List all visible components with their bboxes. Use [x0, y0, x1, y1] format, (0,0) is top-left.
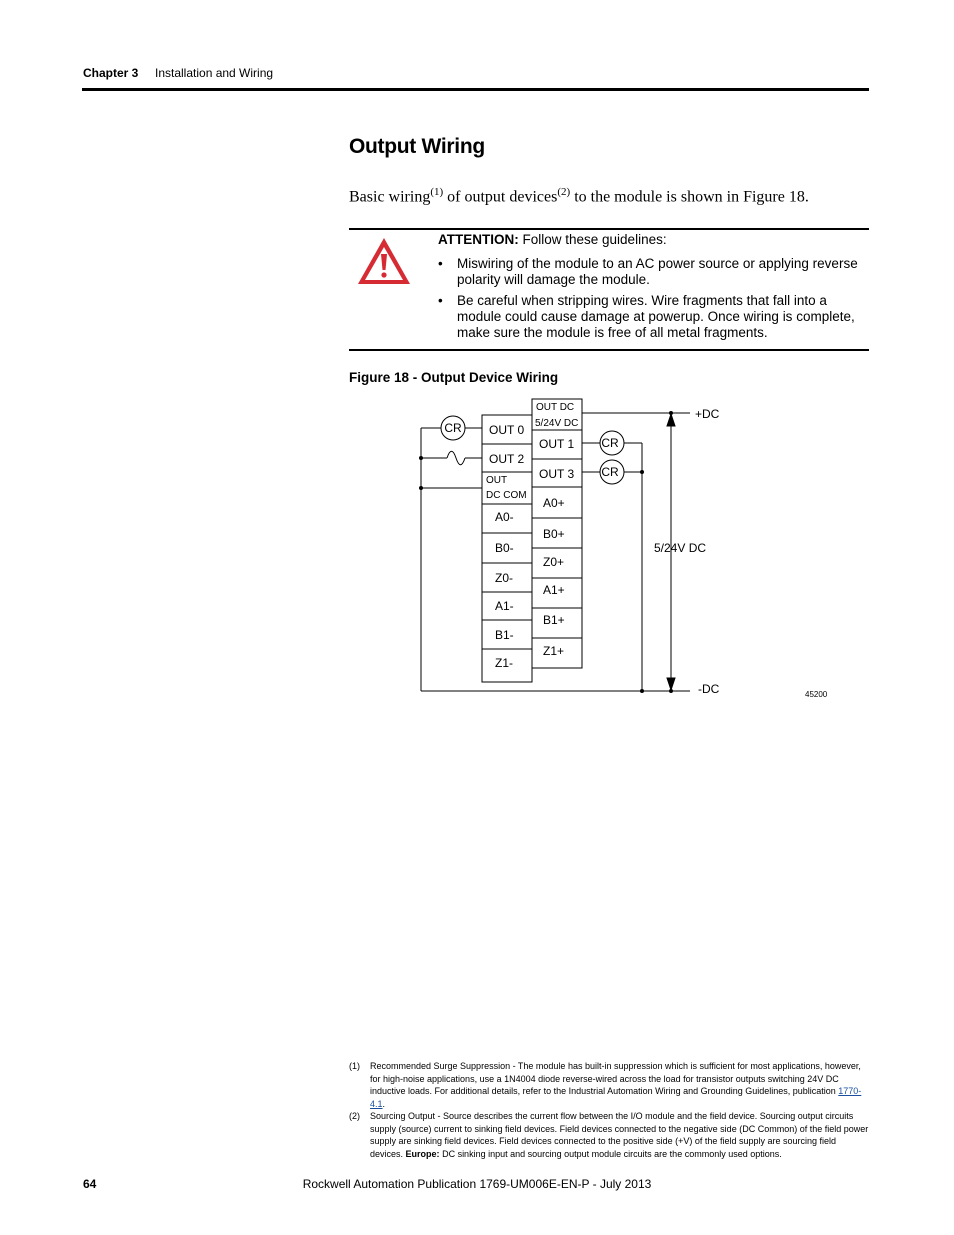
relay-label: CR	[601, 465, 619, 479]
terminal-label: B1-	[495, 628, 514, 642]
terminal-label: A1+	[543, 583, 565, 597]
page-number: 64	[83, 1177, 97, 1191]
publication-link[interactable]: 1770-4.1	[370, 1086, 862, 1109]
relay-label: CR	[601, 436, 619, 450]
footnote-ref-2[interactable]: (2)	[557, 186, 571, 198]
terminal-label: OUT 3	[539, 467, 575, 481]
publication-footer: Rockwell Automation Publication 1769-UM006E-EN-P - July 2013	[302, 1177, 652, 1191]
attention-item: • Miswiring of the module to an AC power source or applying reverse polarity will damage the module.	[438, 256, 870, 288]
supply-voltage-label: 5/24V DC	[654, 541, 707, 555]
terminal-label: OUT 2	[489, 452, 525, 466]
terminal-label: Z1+	[543, 644, 565, 658]
terminal-label: Z1-	[495, 656, 513, 670]
terminal-label: Z0+	[543, 555, 565, 569]
attention-label: ATTENTION:	[438, 232, 519, 247]
footnote-1: (1) Recommended Surge Suppression - The module has built-in suppression which is sufficient for most applications, however, for high-noise applications, use a 1N4004 diode reverse-wired across the load for transistor outputs switching 24V DC inductive loads. For additional details, refer to the Industrial Automation Wiring and Grounding Guidelines, publication 1770-4.1.	[349, 1061, 862, 1109]
terminal-label: OUT 0	[489, 423, 525, 437]
footnote-ref-1[interactable]: (1)	[430, 186, 444, 198]
relay-label: CR	[444, 421, 462, 435]
terminal-label: DC COM	[486, 490, 527, 501]
terminal-label: OUT	[486, 475, 508, 486]
footnotes	[349, 1060, 869, 1160]
figure-id: 45200	[805, 690, 828, 699]
europe-label: Europe:	[405, 1148, 440, 1159]
figure-caption: Figure 18 - Output Device Wiring	[349, 370, 559, 385]
terminal-label: OUT DC	[536, 402, 575, 413]
plus-dc-label: +DC	[695, 407, 720, 421]
terminal-label: A0-	[495, 510, 514, 524]
terminal-label: A1-	[495, 599, 514, 613]
terminal-label: B0+	[543, 527, 565, 541]
terminal-label: Z0-	[495, 571, 513, 585]
terminal-label: 5/24V DC	[535, 418, 579, 429]
terminal-label: OUT 1	[539, 437, 575, 451]
section-title: Output Wiring	[349, 135, 485, 158]
attention-text: ATTENTION: Follow these guidelines: • Miswiring of the module to an AC power source or applying reverse polarity will damage the module. • Be careful when stripping wires. Wire fragments that fall into a module could cause damage at powerup. Once wiring is complete, make sure the module is free of all metal fragments.	[438, 232, 870, 346]
terminal-label: B1+	[543, 613, 565, 627]
header-chapter: Chapter 3	[83, 66, 139, 80]
header-section: Installation and Wiring	[155, 66, 274, 80]
footnote-2: (2) Sourcing Output - Source describes the current flow between the I/O module and the field device. Sourcing output circuits supply (source) current to sinking field devices. Field devices connected to the negative side (DC Common) of the field power supply are sinking field devices. Field devices connected to the positive side (+V) of the field supply are sourcing field devices. Europe: DC sinking input and sourcing output module circuits are the commonly used options.	[349, 1111, 869, 1159]
terminal-label: B0-	[495, 541, 514, 555]
intro-paragraph: Basic wiring$^{(1)}$ of output devices$^{(2)}$ to the module is shown in Figure 18.	[349, 186, 809, 206]
terminal-label: A0+	[543, 496, 565, 510]
minus-dc-label: -DC	[698, 682, 720, 696]
attention-item: • Be careful when stripping wires. Wire fragments that fall into a module could cause damage at powerup. Once wiring is complete, make sure the module is free of all metal fragments.	[438, 293, 870, 341]
